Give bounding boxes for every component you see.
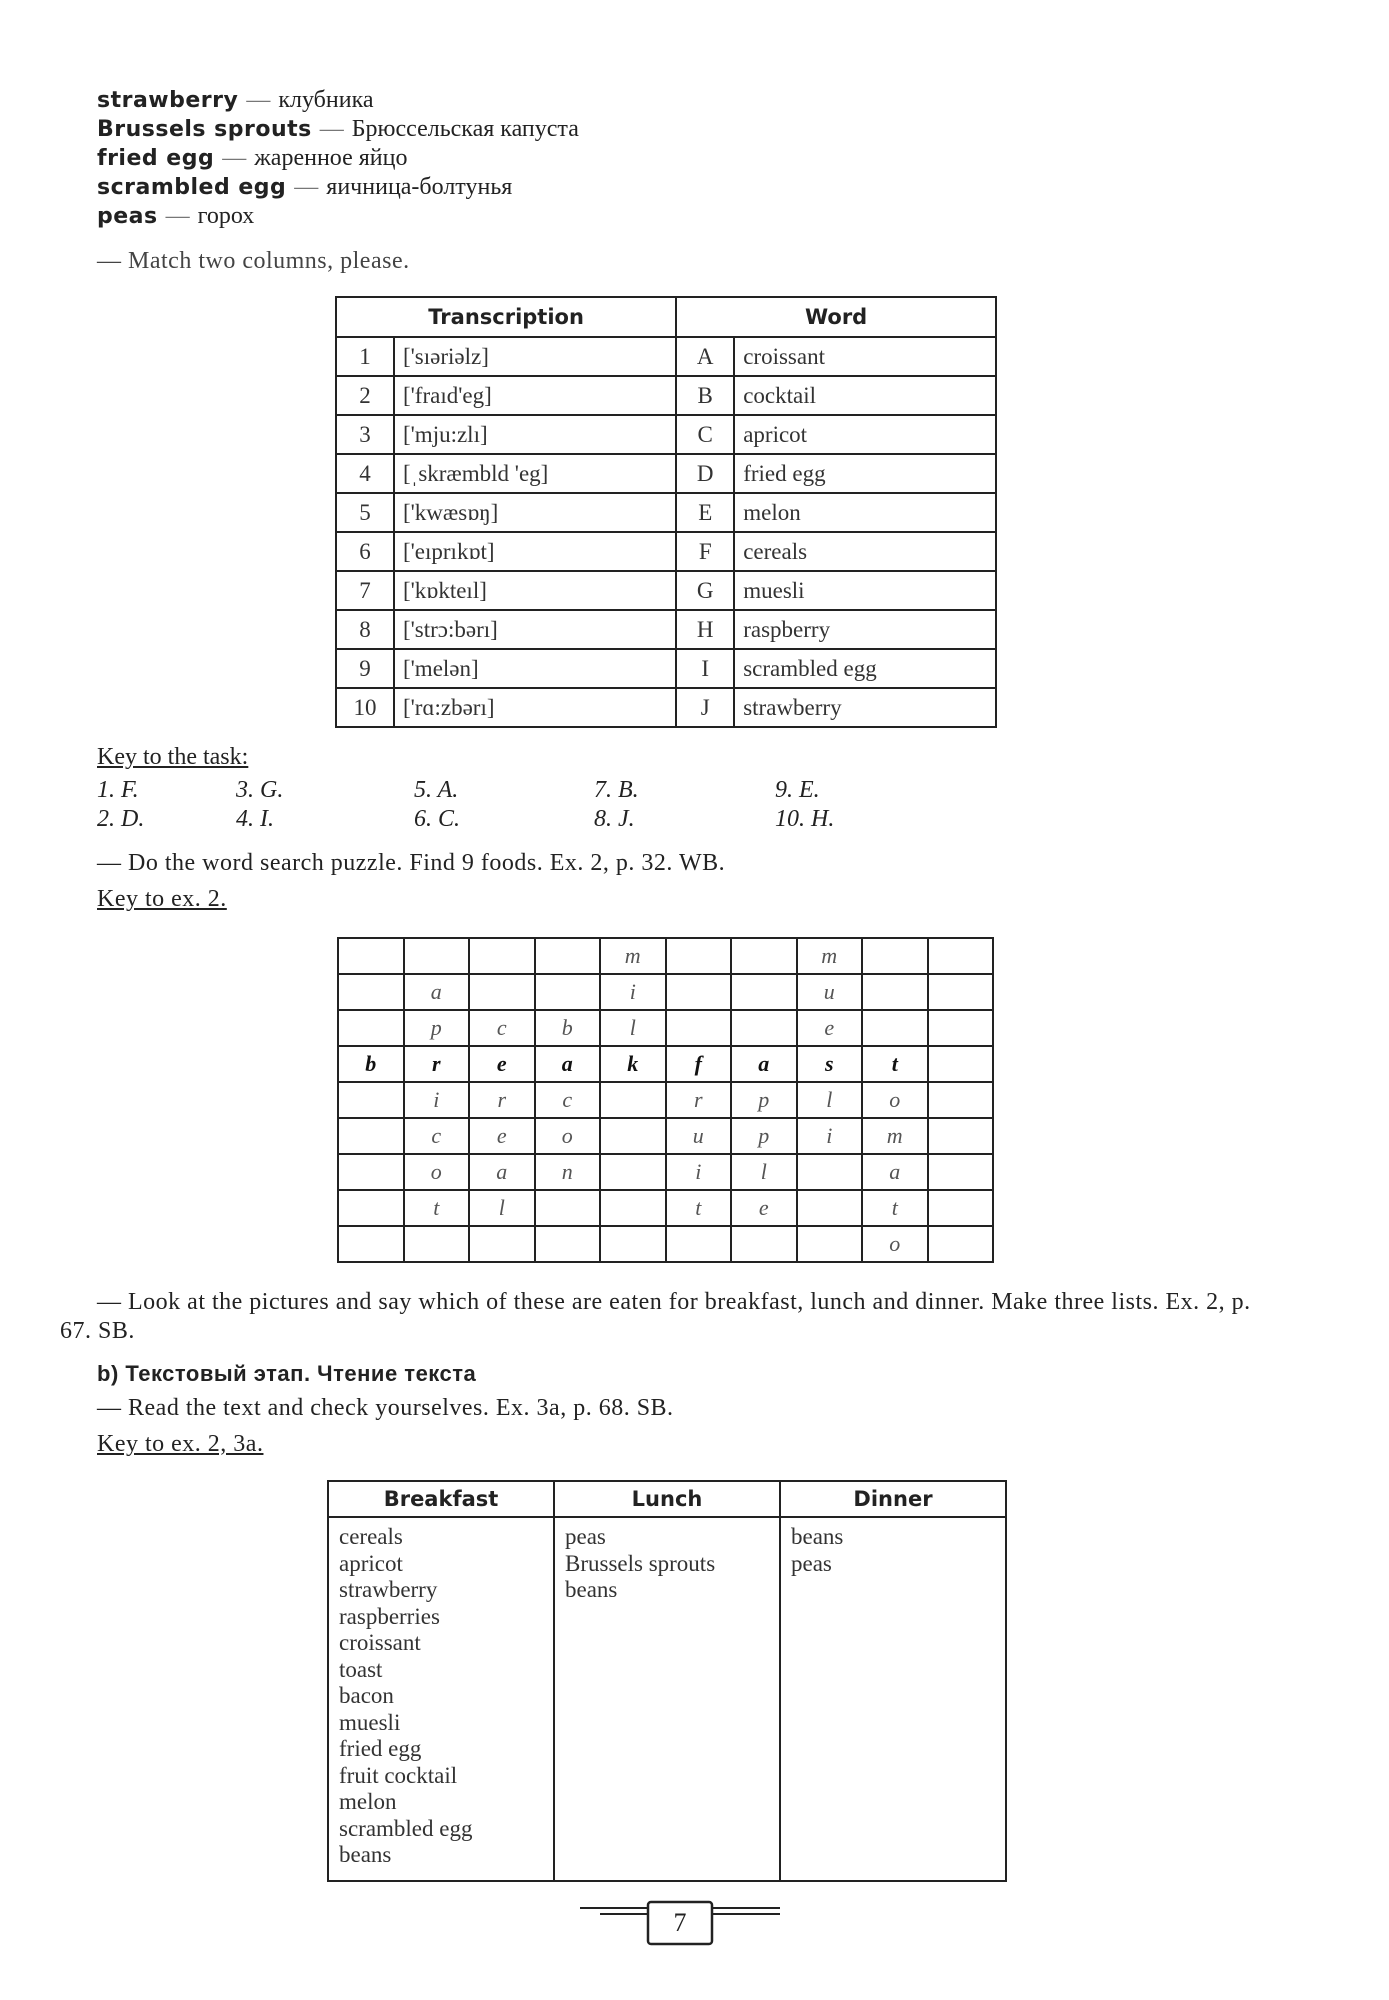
grid-cell: b (535, 1010, 601, 1046)
grid-cell (928, 1190, 994, 1226)
grid-cell (928, 1082, 994, 1118)
grid-cell: f (666, 1046, 732, 1082)
vocab-word: fried egg (97, 146, 215, 171)
instruction-word-search: — Do the word search puzzle. Find 9 foods. Ex. 2, p. 32. WB. (97, 850, 726, 876)
grid-cell (535, 974, 601, 1010)
grid-row (338, 1010, 993, 1046)
grid-cell (600, 1082, 666, 1118)
letter: D (676, 454, 734, 493)
grid-cell (600, 1118, 666, 1154)
grid-cell: e (469, 1046, 535, 1082)
vocab-dash: — (165, 203, 190, 229)
food-item: melon (339, 1789, 397, 1814)
grid-row (338, 1154, 993, 1190)
grid-cell (862, 1010, 928, 1046)
transcription: ['rɑ:zbərı] (394, 688, 676, 727)
vocab-entry (97, 202, 579, 231)
lunch-list (554, 1517, 780, 1881)
food-item: fruit cocktail (339, 1762, 458, 1788)
grid-cell (600, 1190, 666, 1226)
letter: B (676, 376, 734, 415)
grid-cell (928, 1010, 994, 1046)
food-item: apricot (339, 1550, 403, 1576)
transcription: ['strɔ:bərı] (394, 610, 676, 649)
key-answer: 3. G. (236, 777, 284, 803)
food-item: fried egg (339, 1736, 422, 1761)
grid-cell (535, 1190, 601, 1226)
grid-cell (928, 1226, 994, 1262)
letter: J (676, 688, 734, 727)
word: scrambled egg (734, 649, 996, 688)
grid-cell: t (862, 1190, 928, 1226)
header-transcription: Transcription (336, 297, 676, 337)
grid-cell: c (469, 1010, 535, 1046)
table-row (336, 532, 996, 571)
key-answer: 10. H. (775, 806, 835, 832)
grid-cell (731, 1010, 797, 1046)
grid-cell: m (797, 938, 863, 974)
grid-cell: r (469, 1082, 535, 1118)
vocab-entry (97, 144, 579, 173)
table-row (336, 454, 996, 493)
grid-cell (600, 1226, 666, 1262)
page-number-ornament (580, 1900, 780, 1950)
transcription: [ˌskræmbld 'eg] (394, 454, 676, 493)
grid-cell (928, 974, 994, 1010)
vocab-word: scrambled egg (97, 175, 287, 200)
instruction-match: — Match two columns, please. (97, 248, 410, 274)
grid-cell: c (535, 1082, 601, 1118)
grid-cell (928, 1046, 994, 1082)
food-item: beans (565, 1577, 618, 1602)
grid-cell: i (404, 1082, 470, 1118)
key-answer: 7. B. (594, 777, 639, 803)
grid-cell (797, 1190, 863, 1226)
transcription: ['kwæsɒŋ] (394, 493, 676, 532)
row-number: 2 (336, 376, 394, 415)
food-item: toast (339, 1656, 383, 1682)
food-item: peas (791, 1550, 832, 1576)
grid-cell: m (600, 938, 666, 974)
vocab-dash: — (222, 145, 247, 171)
food-item: peas (565, 1524, 606, 1549)
row-number: 3 (336, 415, 394, 454)
key-answer: 5. A. (414, 777, 459, 803)
food-item: Brussels sprouts (565, 1550, 716, 1576)
vocab-translation: горох (197, 203, 255, 229)
food-item: scrambled egg (339, 1815, 473, 1841)
grid-cell: t (862, 1046, 928, 1082)
grid-cell (469, 1226, 535, 1262)
food-item: beans (791, 1524, 844, 1549)
grid-row (338, 1190, 993, 1226)
food-item: croissant (339, 1630, 421, 1655)
grid-cell (338, 1118, 404, 1154)
vocab-word: Brussels sprouts (97, 117, 312, 142)
word: muesli (734, 571, 996, 610)
key-answer: 8. J. (594, 806, 635, 832)
grid-cell: u (666, 1118, 732, 1154)
grid-cell (600, 1154, 666, 1190)
section-b-heading: b) Текстовый этап. Чтение текста (97, 1361, 477, 1386)
grid-cell (338, 974, 404, 1010)
vocab-dash: — (246, 87, 271, 113)
grid-cell (338, 1154, 404, 1190)
grid-cell (535, 1226, 601, 1262)
vocab-entry (97, 115, 579, 144)
grid-cell (469, 974, 535, 1010)
grid-cell (338, 1010, 404, 1046)
food-item: muesli (339, 1709, 401, 1735)
grid-cell: a (404, 974, 470, 1010)
grid-cell (338, 1082, 404, 1118)
word: melon (734, 493, 996, 532)
vocab-word: strawberry (97, 88, 239, 113)
grid-cell (666, 974, 732, 1010)
transcription: ['mju:zlı] (394, 415, 676, 454)
key-answer: 1. F. (97, 777, 139, 803)
grid-cell: o (862, 1226, 928, 1262)
grid-cell: e (469, 1118, 535, 1154)
table-row (336, 649, 996, 688)
word: strawberry (734, 688, 996, 727)
grid-cell: p (731, 1118, 797, 1154)
grid-cell: o (404, 1154, 470, 1190)
word: croissant (734, 337, 996, 376)
grid-cell: o (862, 1082, 928, 1118)
food-item: bacon (339, 1683, 394, 1708)
letter: I (676, 649, 734, 688)
word: apricot (734, 415, 996, 454)
meals-table (327, 1480, 1007, 1882)
header-word: Word (676, 297, 996, 337)
grid-cell (862, 938, 928, 974)
vocab-entry (97, 173, 579, 202)
row-number: 9 (336, 649, 394, 688)
grid-cell: s (797, 1046, 863, 1082)
header-lunch: Lunch (554, 1481, 780, 1517)
grid-cell: i (797, 1118, 863, 1154)
table-row (336, 337, 996, 376)
grid-cell (666, 938, 732, 974)
table-row (336, 415, 996, 454)
grid-row (338, 1082, 993, 1118)
row-number: 1 (336, 337, 394, 376)
row-number: 4 (336, 454, 394, 493)
grid-cell: a (535, 1046, 601, 1082)
grid-cell: r (404, 1046, 470, 1082)
grid-cell (338, 938, 404, 974)
page-number: 7 (673, 1908, 687, 1937)
key-ex2-title: Key to ex. 2. (97, 886, 227, 912)
table-row (336, 571, 996, 610)
grid-cell (404, 1226, 470, 1262)
grid-cell (797, 1154, 863, 1190)
key-answer: 6. C. (414, 806, 461, 832)
grid-cell: r (666, 1082, 732, 1118)
grid-cell: a (862, 1154, 928, 1190)
vocab-entry (97, 86, 579, 115)
grid-cell: a (731, 1046, 797, 1082)
transcription-table (335, 296, 997, 728)
grid-cell: o (535, 1118, 601, 1154)
grid-cell: l (731, 1154, 797, 1190)
row-number: 5 (336, 493, 394, 532)
table-row (336, 493, 996, 532)
key-ex2-3a-title: Key to ex. 2, 3a. (97, 1431, 264, 1457)
grid-cell: t (404, 1190, 470, 1226)
letter: A (676, 337, 734, 376)
grid-cell: i (600, 974, 666, 1010)
grid-cell: b (338, 1046, 404, 1082)
grid-cell: k (600, 1046, 666, 1082)
grid-cell (928, 1154, 994, 1190)
grid-cell: l (469, 1190, 535, 1226)
dinner-list (780, 1517, 1006, 1881)
grid-cell (666, 1226, 732, 1262)
letter: C (676, 415, 734, 454)
grid-cell: p (731, 1082, 797, 1118)
grid-cell: e (731, 1190, 797, 1226)
table-row (336, 376, 996, 415)
word: cocktail (734, 376, 996, 415)
table-row (336, 688, 996, 727)
grid-cell (338, 1226, 404, 1262)
word: raspberry (734, 610, 996, 649)
grid-row (338, 1118, 993, 1154)
vocabulary-list (97, 86, 579, 231)
grid-cell: a (469, 1154, 535, 1190)
grid-cell (862, 974, 928, 1010)
word-search-grid (337, 937, 994, 1263)
header-breakfast: Breakfast (328, 1481, 554, 1517)
grid-cell: u (797, 974, 863, 1010)
grid-cell: i (666, 1154, 732, 1190)
vocab-translation: Брюссельская капуста (351, 116, 579, 142)
word: cereals (734, 532, 996, 571)
grid-cell: l (797, 1082, 863, 1118)
grid-cell (731, 938, 797, 974)
row-number: 6 (336, 532, 394, 571)
food-item: beans (339, 1842, 392, 1867)
grid-cell: m (862, 1118, 928, 1154)
grid-cell: t (666, 1190, 732, 1226)
transcription: ['kɒkteıl] (394, 571, 676, 610)
vocab-translation: жаренное яйцо (254, 145, 408, 171)
grid-cell (338, 1190, 404, 1226)
grid-cell (535, 938, 601, 974)
transcription: ['sıəriəlz] (394, 337, 676, 376)
instruction-read: — Read the text and check yourselves. Ex. 3a, p. 68. SB. (97, 1395, 674, 1421)
grid-row (338, 1226, 993, 1262)
letter: F (676, 532, 734, 571)
grid-cell: p (404, 1010, 470, 1046)
letter: G (676, 571, 734, 610)
vocab-translation: клубника (278, 87, 374, 113)
grid-cell (731, 1226, 797, 1262)
food-item: cereals (339, 1524, 403, 1549)
grid-cell: l (600, 1010, 666, 1046)
instruction-pictures: — Look at the pictures and say which of these are eaten for breakfast, lunch and dinner. Make three lists. Ex. 2, p. 67. SB. (60, 1289, 1251, 1344)
grid-cell: e (797, 1010, 863, 1046)
key-answer: 9. E. (775, 777, 820, 803)
transcription: ['eıprıkɒt] (394, 532, 676, 571)
word: fried egg (734, 454, 996, 493)
grid-cell (469, 938, 535, 974)
row-number: 7 (336, 571, 394, 610)
grid-cell (404, 938, 470, 974)
key-answer: 2. D. (97, 806, 145, 832)
grid-row (338, 938, 993, 974)
grid-cell (666, 1010, 732, 1046)
header-dinner: Dinner (780, 1481, 1006, 1517)
vocab-word: peas (97, 204, 158, 229)
table-row (336, 610, 996, 649)
grid-row (338, 974, 993, 1010)
grid-cell: c (404, 1118, 470, 1154)
grid-cell (797, 1226, 863, 1262)
letter: E (676, 493, 734, 532)
grid-cell (731, 974, 797, 1010)
grid-cell (928, 1118, 994, 1154)
key-task-title: Key to the task: (97, 744, 249, 770)
row-number: 10 (336, 688, 394, 727)
grid-cell (928, 938, 994, 974)
food-item: raspberries (339, 1603, 440, 1629)
grid-row (338, 1046, 993, 1082)
food-item: strawberry (339, 1577, 438, 1602)
letter: H (676, 610, 734, 649)
transcription: ['melən] (394, 649, 676, 688)
transcription: ['fraıd'eg] (394, 376, 676, 415)
breakfast-list (328, 1517, 554, 1881)
grid-cell: n (535, 1154, 601, 1190)
vocab-dash: — (294, 174, 319, 200)
vocab-translation: яичница-болтунья (326, 174, 513, 200)
key-answer: 4. I. (236, 806, 274, 832)
row-number: 8 (336, 610, 394, 649)
vocab-dash: — (319, 116, 344, 142)
